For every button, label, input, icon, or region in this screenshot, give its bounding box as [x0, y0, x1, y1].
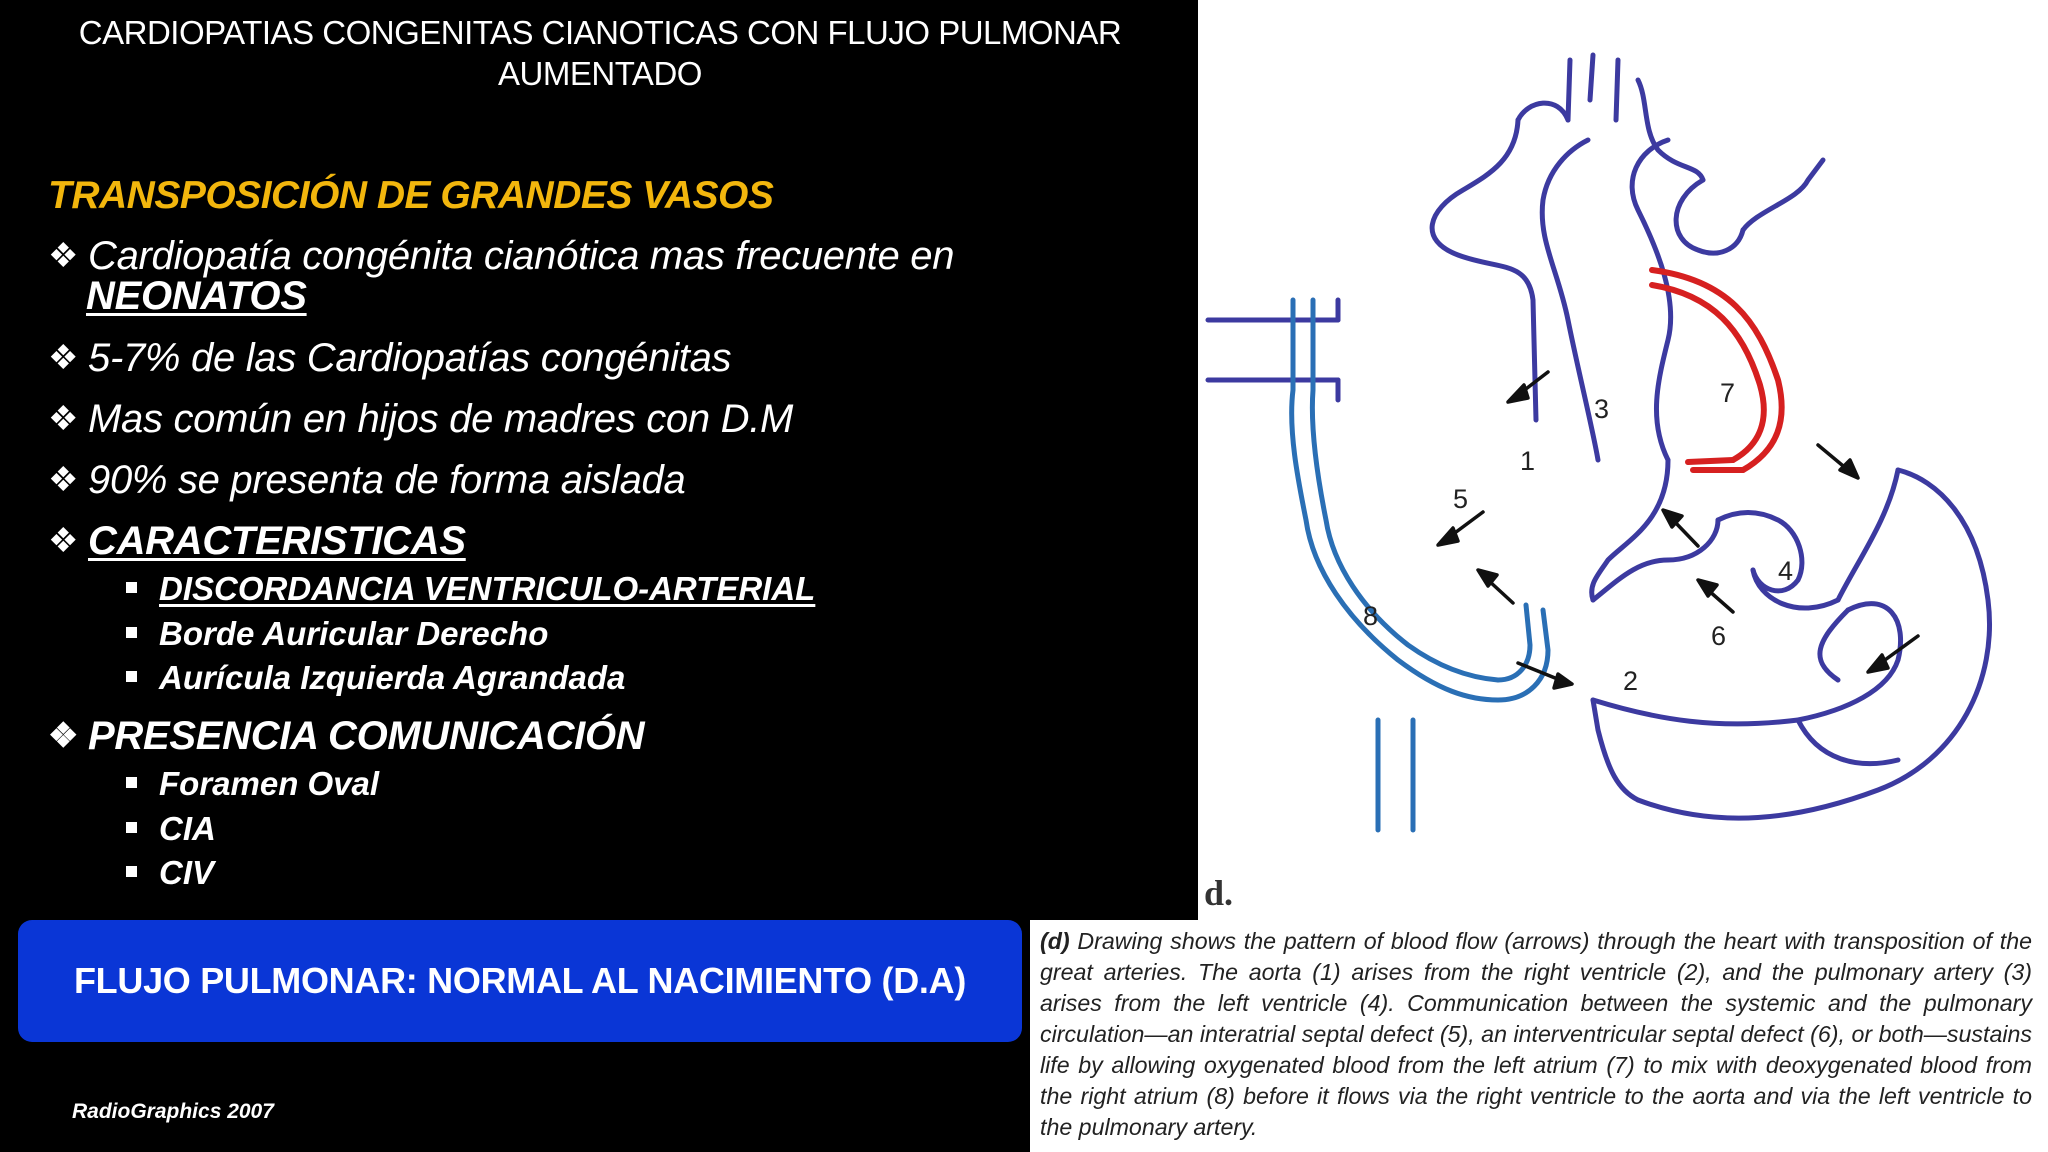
label-3: 3: [1594, 394, 1610, 424]
figure-caption: [1040, 920, 2032, 1152]
sub-item-3-text: Aurícula Izquierda Agrandada: [159, 659, 626, 696]
caption-label: (d): [1040, 928, 1070, 954]
bullet-6: [48, 716, 644, 756]
diamond-bullet-icon: ❖: [48, 717, 79, 755]
title-line-1: CARDIOPATIAS CONGENITAS CIANOTICAS CON FLUJO PULMONAR: [78, 14, 1122, 51]
source-credit: RadioGraphics 2007: [72, 1100, 274, 1123]
sub-item-2-text: Borde Auricular Derecho: [159, 615, 549, 652]
bullet-1-emphasis: NEONATOS: [86, 274, 307, 318]
square-bullet-icon: [126, 822, 137, 833]
slide-title: [60, 12, 1140, 94]
sub-item-4: [126, 765, 379, 803]
square-bullet-icon: [126, 777, 137, 788]
bullet-3: [48, 399, 793, 439]
square-bullet-icon: [126, 582, 137, 593]
label-2: 2: [1623, 666, 1639, 696]
bullet-2-text: 5-7% de las Cardiopatías congénitas: [88, 336, 732, 380]
diamond-bullet-icon: ❖: [48, 461, 79, 499]
sub-item-4-text: Foramen Oval: [159, 765, 380, 802]
diamond-bullet-icon: ❖: [48, 400, 79, 438]
heart-diagram: [1198, 0, 2048, 920]
label-7: 7: [1720, 378, 1736, 408]
sub-item-6: [126, 854, 214, 892]
bullet-5: [48, 521, 466, 561]
diamond-bullet-icon: ❖: [48, 339, 79, 377]
sub-item-6-text: CIV: [159, 854, 215, 891]
caption-text: Drawing shows the pattern of blood flow (arrows) through the heart with transposition of the great arteries. The aorta (1) arises from the right ventricle (2), and the pulmonary artery (3) arises from the left ventricle (4). Communication between the systemic and the pulmonary circulation—an interatrial septal defect (5), an interventricular septal defect (6), or both—sustains life by allowing oxygenated blood from the left atrium (7) to mix with deoxygenated blood from the right atrium (8) before it flows via the right ventricle to the aorta and via the left ventricle to the pulmonary artery.: [1040, 928, 2032, 1140]
bullet-5-text: CARACTERISTICAS: [88, 519, 466, 563]
sub-item-3: [126, 659, 625, 697]
heart-diagram-svg: [1198, 0, 2048, 920]
bullet-3-text: Mas común en hijos de madres con D.M: [88, 397, 794, 441]
sub-item-5-text: CIA: [159, 810, 216, 847]
bullet-1-text: Cardiopatía congénita cianótica mas frecuente en: [88, 234, 955, 278]
label-4: 4: [1778, 556, 1794, 586]
bullet-4: [48, 460, 685, 500]
square-bullet-icon: [126, 627, 137, 638]
label-6: 6: [1711, 621, 1727, 651]
square-bullet-icon: [126, 866, 137, 877]
highlight-box: FLUJO PULMONAR: NORMAL AL NACIMIENTO (D.A): [18, 920, 1022, 1042]
sub-item-5: [126, 810, 216, 848]
section-heading: TRANSPOSICIÓN DE GRANDES VASOS: [48, 174, 774, 217]
bullet-6-text: PRESENCIA COMUNICACIÓN: [88, 714, 645, 758]
title-line-2: AUMENTADO: [498, 55, 702, 92]
bullet-4-text: 90% se presenta de forma aislada: [88, 458, 686, 502]
diamond-bullet-icon: ❖: [48, 237, 79, 275]
sub-item-1: [126, 570, 815, 608]
label-8: 8: [1363, 601, 1379, 631]
diamond-bullet-icon: ❖: [48, 522, 79, 560]
sub-item-2: [126, 615, 548, 653]
label-5: 5: [1453, 484, 1469, 514]
panel-label: d.: [1204, 873, 1234, 913]
bullet-2: [48, 338, 731, 378]
sub-item-1-text: DISCORDANCIA VENTRICULO-ARTERIAL: [159, 570, 816, 607]
label-1: 1: [1520, 446, 1536, 476]
square-bullet-icon: [126, 671, 137, 682]
bullet-1: [48, 236, 954, 316]
